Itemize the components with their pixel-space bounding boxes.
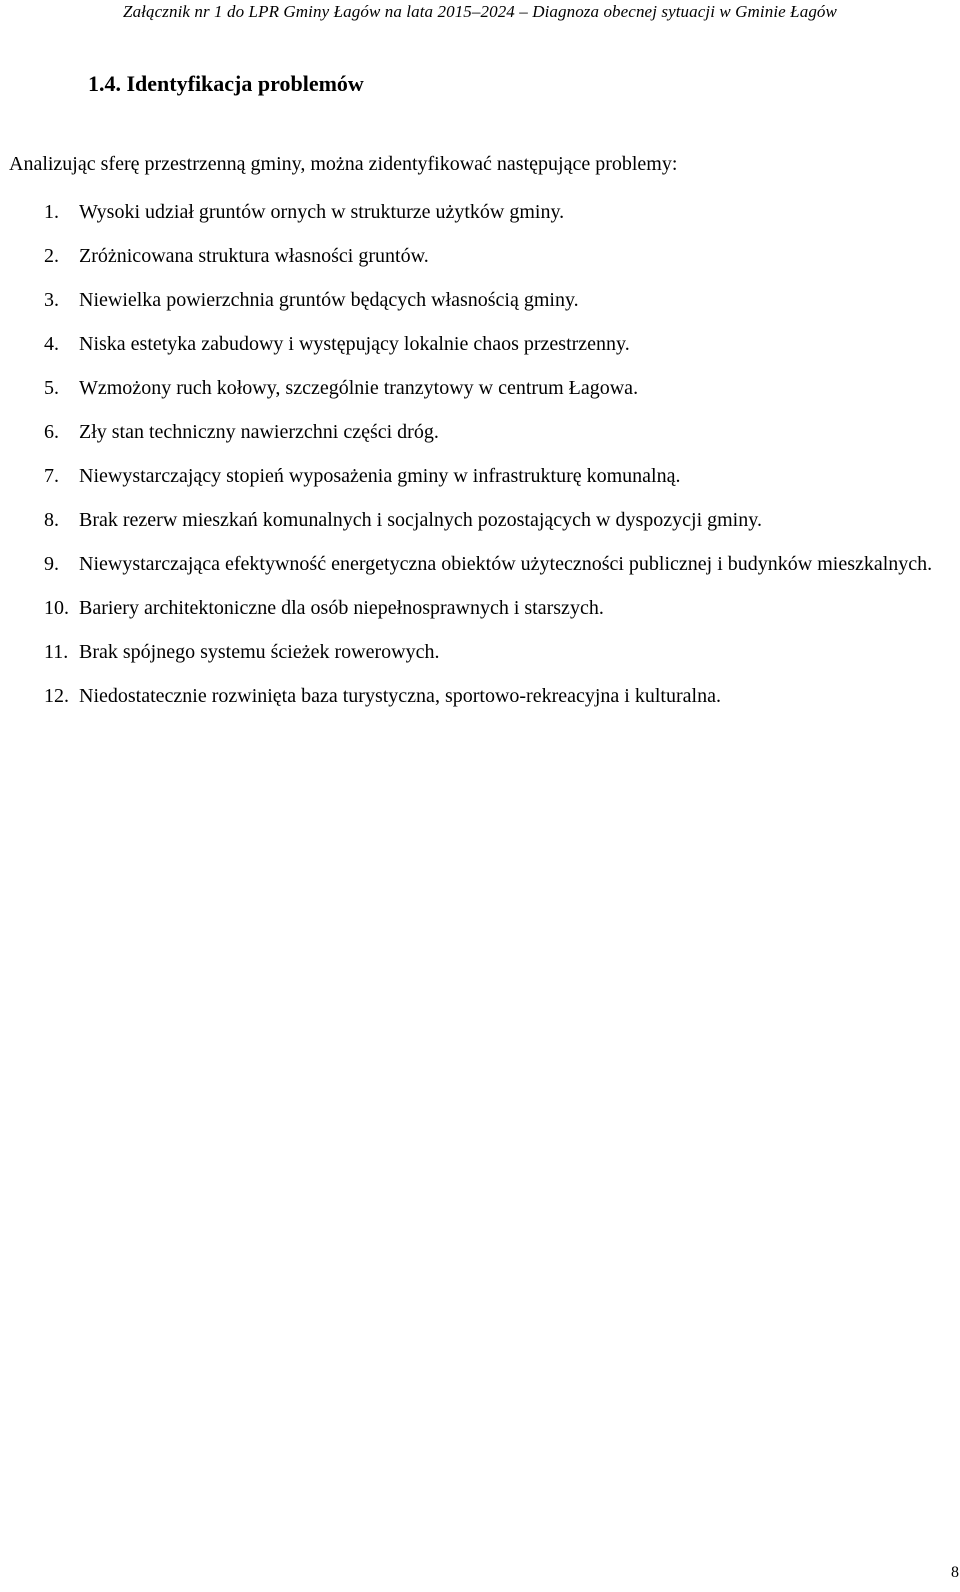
problem-item xyxy=(44,462,954,491)
problem-number: 11. xyxy=(44,641,69,663)
page-number: 8 xyxy=(951,1564,959,1581)
problem-list xyxy=(44,198,954,726)
problem-item xyxy=(44,594,954,623)
problem-text: Niewielka powierzchnia gruntów będących własnością gminy. xyxy=(79,289,579,311)
problem-number: 4. xyxy=(44,333,59,355)
problem-number: 9. xyxy=(44,553,59,575)
problem-text: Zły stan techniczny nawierzchni części dróg. xyxy=(79,421,439,443)
problem-item xyxy=(44,330,954,359)
problem-text: Niewystarczający stopień wyposażenia gminy w infrastrukturę komunalną. xyxy=(79,465,681,487)
problem-item xyxy=(44,550,954,579)
section-title: 1.4. Identyfikacja problemów xyxy=(88,71,364,96)
problem-item xyxy=(44,506,954,535)
problem-text: Wzmożony ruch kołowy, szczególnie tranzytowy w centrum Łagowa. xyxy=(79,377,639,399)
problem-number: 6. xyxy=(44,421,59,443)
problem-number: 1. xyxy=(44,201,59,223)
problem-item xyxy=(44,198,954,227)
running-header: Załącznik nr 1 do LPR Gminy Łagów na lata 2015–2024 – Diagnoza obecnej sytuacji w Gminie Łagów xyxy=(123,2,837,21)
problem-number: 2. xyxy=(44,245,59,267)
problem-text: Niska estetyka zabudowy i występujący lokalnie chaos przestrzenny. xyxy=(79,333,630,355)
problem-item xyxy=(44,638,954,667)
problem-item xyxy=(44,374,954,403)
problem-item xyxy=(44,418,954,447)
problem-text: Brak rezerw mieszkań komunalnych i socjalnych pozostających w dyspozycji gminy. xyxy=(79,509,762,531)
problem-text: Niewystarczająca efektywność energetyczna obiektów użyteczności publicznej i budynków mieszkalnych. xyxy=(79,553,933,575)
problem-text: Niedostatecznie rozwinięta baza turystyczna, sportowo-rekreacyjna i kulturalna. xyxy=(79,685,721,707)
problem-item xyxy=(44,242,954,271)
problem-item xyxy=(44,286,954,315)
problem-text: Wysoki udział gruntów ornych w strukturze użytków gminy. xyxy=(79,201,565,223)
problem-text: Zróżnicowana struktura własności gruntów. xyxy=(79,245,429,267)
problem-number: 8. xyxy=(44,509,59,531)
problem-number: 10. xyxy=(44,597,69,619)
problem-number: 7. xyxy=(44,465,59,487)
problem-number: 3. xyxy=(44,289,59,311)
problem-text: Bariery architektoniczne dla osób niepełnosprawnych i starszych. xyxy=(79,597,604,619)
problem-number: 12. xyxy=(44,685,69,707)
problem-text: Brak spójnego systemu ścieżek rowerowych. xyxy=(79,641,440,663)
problem-item xyxy=(44,682,954,711)
problem-number: 5. xyxy=(44,377,59,399)
intro-paragraph: Analizując sferę przestrzenną gminy, można zidentyfikować następujące problemy: xyxy=(9,153,678,175)
